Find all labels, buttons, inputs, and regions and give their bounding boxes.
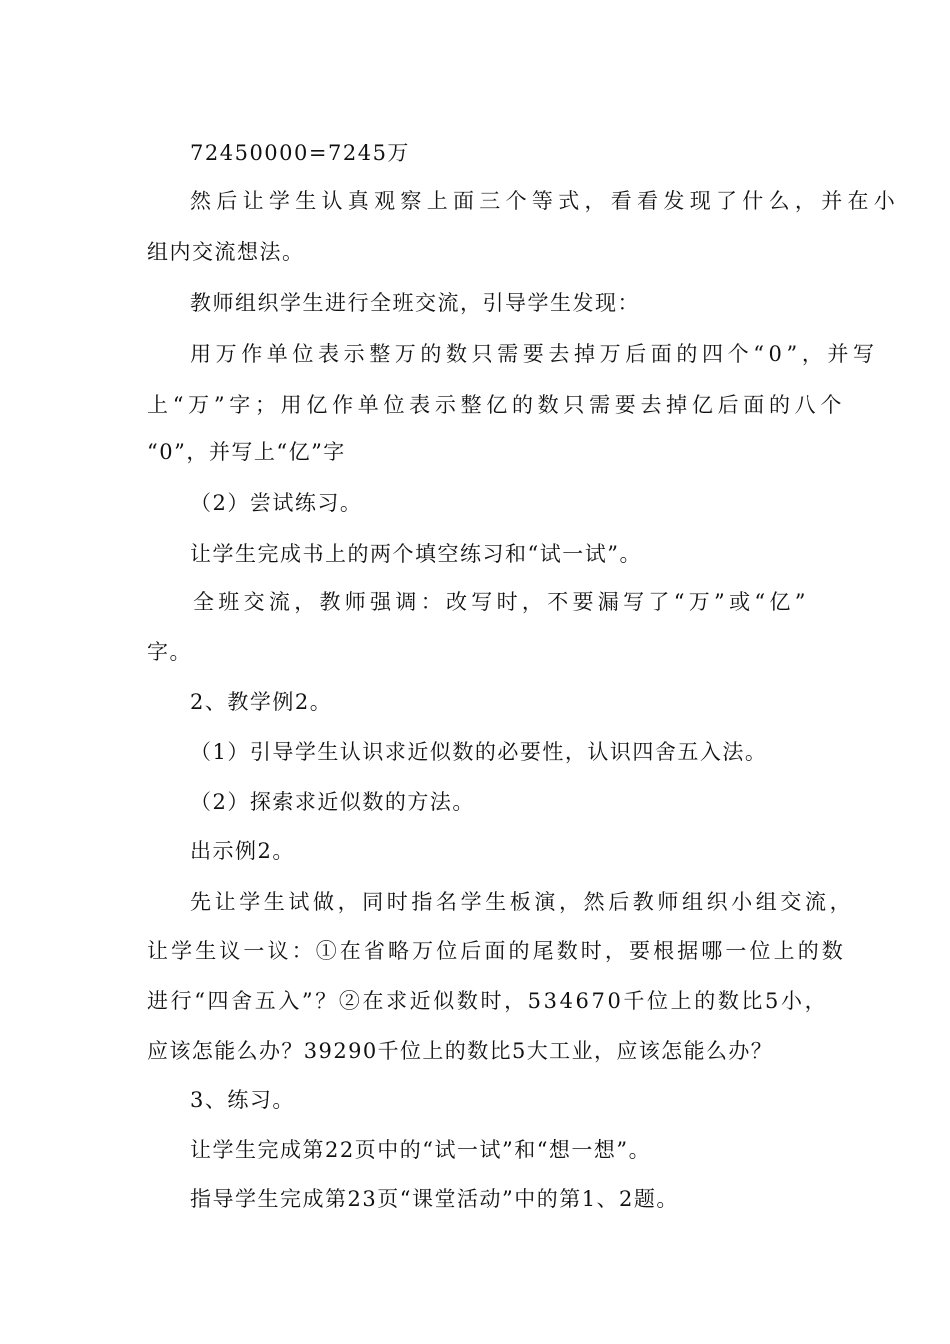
paragraph-line-15: 出示例2。: [190, 839, 295, 863]
paragraph-line-16: 先让学生试做，同时指名学生板演，然后教师组织小组交流，: [190, 890, 855, 914]
paragraph-line-2: 然后让学生认真观察上面三个等式，看看发现了什么，并在小: [190, 189, 901, 213]
paragraph-line-21: 让学生完成第22页中的“试一试”和“想一想”。: [190, 1138, 652, 1162]
paragraph-line-8: （2）尝试练习。: [190, 491, 363, 515]
paragraph-line-11: 字。: [147, 640, 192, 664]
paragraph-line-1: 72450000=7245万: [190, 141, 410, 165]
paragraph-line-14: （2）探索求近似数的方法。: [190, 790, 475, 814]
paragraph-line-9: 让学生完成书上的两个填空练习和“试一试”。: [190, 542, 642, 566]
paragraph-line-19: 应该怎能么办？39290千位上的数比5大工业，应该怎能么办？: [147, 1039, 774, 1063]
paragraph-line-3: 组内交流想法。: [147, 240, 305, 264]
paragraph-line-12: 2、教学例2。: [190, 690, 333, 714]
paragraph-line-18: 进行“四舍五入”？②在求近似数时，534670千位上的数比5小，: [147, 989, 829, 1013]
paragraph-line-17: 让学生议一议：①在省略万位后面的尾数时，要根据哪一位上的数: [147, 939, 846, 963]
paragraph-line-6: 上“万”字；用亿作单位表示整亿的数只需要去掉亿后面的八个: [147, 393, 847, 417]
paragraph-line-4: 教师组织学生进行全班交流，引导学生发现：: [190, 291, 640, 315]
paragraph-line-10: 全班交流，教师强调：改写时，不要漏写了“万”或“亿”: [193, 590, 810, 614]
paragraph-line-22: 指导学生完成第23页“课堂活动”中的第1、2题。: [190, 1187, 679, 1211]
paragraph-line-13: （1）引导学生认识求近似数的必要性，认识四舍五入法。: [190, 740, 768, 764]
paragraph-line-5: 用万作单位表示整万的数只需要去掉万后面的四个“0”，并写: [190, 342, 879, 366]
paragraph-line-7: “0”，并写上“亿”字: [147, 440, 346, 464]
paragraph-line-20: 3、练习。: [190, 1088, 295, 1112]
